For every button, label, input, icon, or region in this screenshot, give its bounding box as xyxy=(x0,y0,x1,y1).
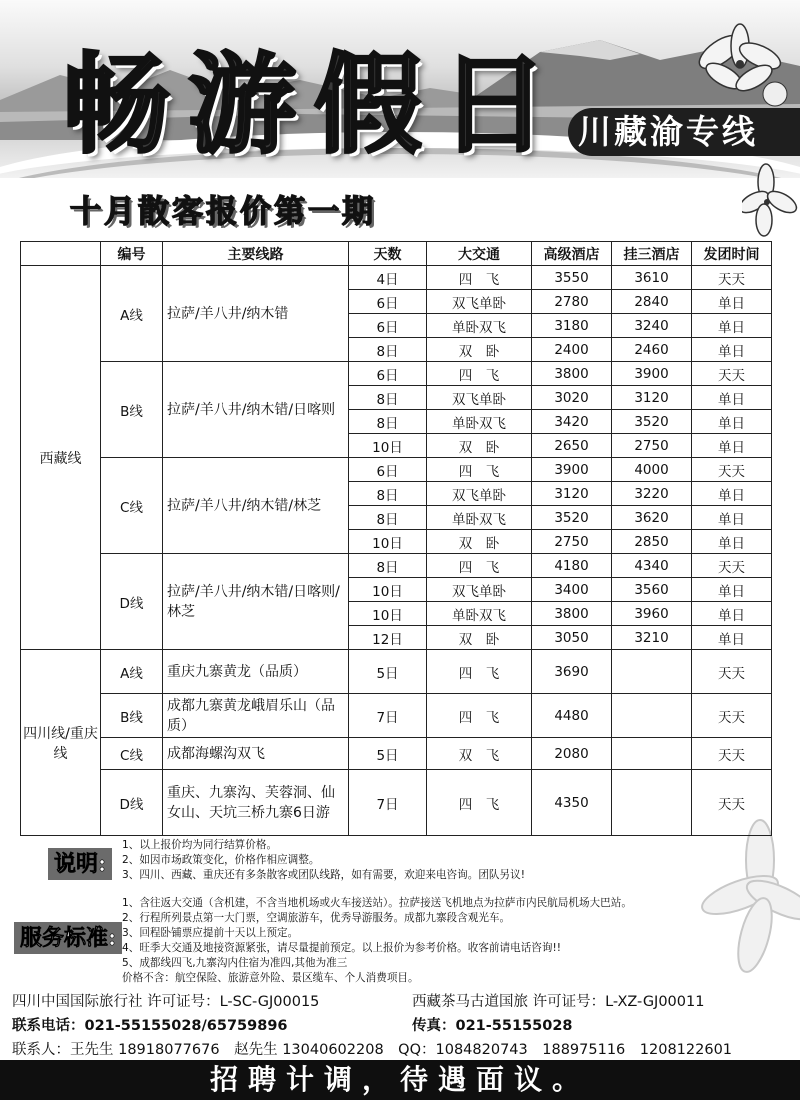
departure-cell: 单日 xyxy=(692,578,772,602)
days-cell: 6日 xyxy=(349,458,427,482)
days-cell: 10日 xyxy=(349,578,427,602)
days-cell: 7日 xyxy=(349,694,427,738)
table-header-cell: 天数 xyxy=(349,242,427,266)
agency-license-sichuan: 四川中国国际旅行社 许可证号：L-SC-GJ00015 xyxy=(12,994,320,1010)
premium-hotel-price-cell: 2650 xyxy=(532,434,612,458)
transport-cell: 双 卧 xyxy=(427,434,532,458)
service-item: 5、成都线四飞,九寨沟内住宿为准四,其他为准三 xyxy=(122,957,348,969)
service-item: 4、旺季大交通及地接资源紧张，请尽量提前预定。以上报价为参考价格。收客前请电话咨询!! xyxy=(122,942,561,954)
table-row xyxy=(21,770,772,836)
contact-footer xyxy=(10,990,790,1062)
service-list xyxy=(122,896,632,986)
note-item: 1、以上报价均为同行结算价格。 xyxy=(122,839,278,851)
route-cell: 拉萨/羊八井/纳木错/林芝 xyxy=(163,458,349,554)
contact-persons: 联系人：王先生 18918077676 赵先生 13040602208 QQ：1084820743 188975116 1208122601 xyxy=(12,1042,733,1058)
service-item: 1、含往返大交通（含机建，不含当地机场或火车接送站）。拉萨接送飞机地点为拉萨市内民航局机场大巴站。 xyxy=(122,897,632,909)
three-star-hotel-price-cell: 4000 xyxy=(612,458,692,482)
transport-cell: 单卧双飞 xyxy=(427,410,532,434)
transport-cell: 单卧双飞 xyxy=(427,602,532,626)
three-star-hotel-price-cell xyxy=(612,770,692,836)
three-star-hotel-price-cell: 3220 xyxy=(612,482,692,506)
transport-cell: 四 飞 xyxy=(427,554,532,578)
departure-cell: 单日 xyxy=(692,314,772,338)
three-star-hotel-price-cell: 3520 xyxy=(612,410,692,434)
route-cell: 拉萨/羊八井/纳木错/日喀则 xyxy=(163,362,349,458)
days-cell: 10日 xyxy=(349,602,427,626)
three-star-hotel-price-cell: 3120 xyxy=(612,386,692,410)
table-header-cell: 主要线路 xyxy=(163,242,349,266)
page-title: 畅游假日 xyxy=(62,42,567,168)
transport-cell: 单卧双飞 xyxy=(427,506,532,530)
service-item: 价格不含：航空保险、旅游意外险、景区缆车、个人消费项目。 xyxy=(122,972,419,984)
price-table xyxy=(20,241,772,836)
days-cell: 10日 xyxy=(349,530,427,554)
agency-license-tibet: 西藏茶马古道国旅 许可证号：L-XZ-GJ00011 xyxy=(412,994,705,1010)
three-star-hotel-price-cell: 2850 xyxy=(612,530,692,554)
departure-cell: 天天 xyxy=(692,266,772,290)
notes-label: 说明: xyxy=(48,848,112,880)
days-cell: 6日 xyxy=(349,290,427,314)
route-badge: 川藏渝专线 xyxy=(568,108,800,156)
departure-cell: 单日 xyxy=(692,386,772,410)
departure-cell: 单日 xyxy=(692,602,772,626)
transport-cell: 双飞单卧 xyxy=(427,578,532,602)
table-header-row xyxy=(21,242,772,266)
transport-cell: 单卧双飞 xyxy=(427,314,532,338)
departure-cell: 天天 xyxy=(692,554,772,578)
route-cell: 成都海螺沟双飞 xyxy=(163,738,349,770)
table-header-cell xyxy=(21,242,101,266)
contact-fax: 传真：021-55155028 xyxy=(412,1018,573,1034)
transport-cell: 双飞单卧 xyxy=(427,482,532,506)
days-cell: 8日 xyxy=(349,506,427,530)
departure-cell: 单日 xyxy=(692,506,772,530)
region-cell: 四川线/重庆线 xyxy=(21,650,101,836)
line-code-cell: C线 xyxy=(101,458,163,554)
three-star-hotel-price-cell xyxy=(612,694,692,738)
transport-cell: 双飞单卧 xyxy=(427,290,532,314)
table-header-cell: 大交通 xyxy=(427,242,532,266)
days-cell: 8日 xyxy=(349,410,427,434)
days-cell: 5日 xyxy=(349,650,427,694)
price-list-subtitle: 十月散客报价第一期 xyxy=(70,194,376,230)
route-cell: 重庆、九寨沟、芙蓉洞、仙女山、天坑三桥九寨6日游 xyxy=(163,770,349,836)
line-code-cell: C线 xyxy=(101,738,163,770)
table-body xyxy=(21,266,772,836)
premium-hotel-price-cell: 2780 xyxy=(532,290,612,314)
note-item: 3、四川、西藏、重庆还有多条散客或团队线路，如有需要，欢迎来电咨询。团队另议! xyxy=(122,869,525,881)
days-cell: 8日 xyxy=(349,482,427,506)
service-item: 2、行程所列景点第一大门票，空调旅游车，优秀导游服务。成都九寨段含观光车。 xyxy=(122,912,511,924)
premium-hotel-price-cell: 3520 xyxy=(532,506,612,530)
premium-hotel-price-cell: 3690 xyxy=(532,650,612,694)
premium-hotel-price-cell: 3020 xyxy=(532,386,612,410)
line-code-cell: D线 xyxy=(101,554,163,650)
premium-hotel-price-cell: 4180 xyxy=(532,554,612,578)
days-cell: 8日 xyxy=(349,386,427,410)
departure-cell: 单日 xyxy=(692,290,772,314)
premium-hotel-price-cell: 3800 xyxy=(532,362,612,386)
service-label: 服务标准: xyxy=(14,922,122,954)
three-star-hotel-price-cell: 3620 xyxy=(612,506,692,530)
table-row xyxy=(21,554,772,578)
days-cell: 5日 xyxy=(349,738,427,770)
three-star-hotel-price-cell xyxy=(612,650,692,694)
days-cell: 12日 xyxy=(349,626,427,650)
table-row xyxy=(21,650,772,694)
premium-hotel-price-cell: 4350 xyxy=(532,770,612,836)
table-row xyxy=(21,362,772,386)
premium-hotel-price-cell: 3120 xyxy=(532,482,612,506)
region-cell: 西藏线 xyxy=(21,266,101,650)
table-row xyxy=(21,694,772,738)
departure-cell: 单日 xyxy=(692,434,772,458)
three-star-hotel-price-cell: 2750 xyxy=(612,434,692,458)
transport-cell: 四 飞 xyxy=(427,650,532,694)
three-star-hotel-price-cell: 3560 xyxy=(612,578,692,602)
transport-cell: 四 飞 xyxy=(427,770,532,836)
departure-cell: 天天 xyxy=(692,738,772,770)
lily-flower-icon xyxy=(690,22,790,112)
lily-flower-icon xyxy=(742,162,800,242)
transport-cell: 四 飞 xyxy=(427,694,532,738)
three-star-hotel-price-cell: 3210 xyxy=(612,626,692,650)
table-row xyxy=(21,738,772,770)
departure-cell: 天天 xyxy=(692,458,772,482)
three-star-hotel-price-cell: 3960 xyxy=(612,602,692,626)
transport-cell: 双 卧 xyxy=(427,626,532,650)
days-cell: 6日 xyxy=(349,362,427,386)
service-item: 3、回程卧铺票应提前十天以上预定。 xyxy=(122,927,299,939)
transport-cell: 四 飞 xyxy=(427,362,532,386)
transport-cell: 双 卧 xyxy=(427,530,532,554)
table-header-cell: 挂三酒店 xyxy=(612,242,692,266)
route-cell: 拉萨/羊八井/纳木错 xyxy=(163,266,349,362)
departure-cell: 单日 xyxy=(692,626,772,650)
departure-cell: 单日 xyxy=(692,530,772,554)
departure-cell: 天天 xyxy=(692,770,772,836)
route-cell: 重庆九寨黄龙（品质） xyxy=(163,650,349,694)
table-row xyxy=(21,266,772,290)
departure-cell: 天天 xyxy=(692,362,772,386)
days-cell: 4日 xyxy=(349,266,427,290)
three-star-hotel-price-cell: 2460 xyxy=(612,338,692,362)
transport-cell: 四 飞 xyxy=(427,458,532,482)
premium-hotel-price-cell: 3400 xyxy=(532,578,612,602)
premium-hotel-price-cell: 2080 xyxy=(532,738,612,770)
table-header-cell: 发团时间 xyxy=(692,242,772,266)
premium-hotel-price-cell: 4480 xyxy=(532,694,612,738)
header-banner xyxy=(0,0,800,178)
table-header-cell: 编号 xyxy=(101,242,163,266)
days-cell: 10日 xyxy=(349,434,427,458)
departure-cell: 天天 xyxy=(692,694,772,738)
departure-cell: 单日 xyxy=(692,482,772,506)
transport-cell: 双飞单卧 xyxy=(427,386,532,410)
premium-hotel-price-cell: 3900 xyxy=(532,458,612,482)
days-cell: 6日 xyxy=(349,314,427,338)
days-cell: 7日 xyxy=(349,770,427,836)
premium-hotel-price-cell: 3550 xyxy=(532,266,612,290)
transport-cell: 双 卧 xyxy=(427,338,532,362)
table-header-cell: 高级酒店 xyxy=(532,242,612,266)
line-code-cell: B线 xyxy=(101,694,163,738)
line-code-cell: A线 xyxy=(101,266,163,362)
premium-hotel-price-cell: 3800 xyxy=(532,602,612,626)
transport-cell: 四 飞 xyxy=(427,266,532,290)
transport-cell: 双 飞 xyxy=(427,738,532,770)
table-row xyxy=(21,458,772,482)
departure-cell: 天天 xyxy=(692,650,772,694)
three-star-hotel-price-cell: 2840 xyxy=(612,290,692,314)
contact-phone: 联系电话：021-55155028/65759896 xyxy=(12,1018,288,1034)
days-cell: 8日 xyxy=(349,554,427,578)
premium-hotel-price-cell: 3180 xyxy=(532,314,612,338)
notes-list xyxy=(122,838,525,883)
note-item: 2、如因市场政策变化，价格作相应调整。 xyxy=(122,854,320,866)
departure-cell: 单日 xyxy=(692,338,772,362)
line-code-cell: B线 xyxy=(101,362,163,458)
premium-hotel-price-cell: 2400 xyxy=(532,338,612,362)
three-star-hotel-price-cell: 3610 xyxy=(612,266,692,290)
route-cell: 拉萨/羊八井/纳木错/日喀则/林芝 xyxy=(163,554,349,650)
premium-hotel-price-cell: 3420 xyxy=(532,410,612,434)
line-code-cell: A线 xyxy=(101,650,163,694)
route-cell: 成都九寨黄龙峨眉乐山（品质） xyxy=(163,694,349,738)
recruitment-banner: 招聘计调，待遇面议。 xyxy=(0,1060,800,1100)
departure-cell: 单日 xyxy=(692,410,772,434)
three-star-hotel-price-cell: 3900 xyxy=(612,362,692,386)
days-cell: 8日 xyxy=(349,338,427,362)
three-star-hotel-price-cell: 3240 xyxy=(612,314,692,338)
three-star-hotel-price-cell: 4340 xyxy=(612,554,692,578)
premium-hotel-price-cell: 3050 xyxy=(532,626,612,650)
line-code-cell: D线 xyxy=(101,770,163,836)
premium-hotel-price-cell: 2750 xyxy=(532,530,612,554)
three-star-hotel-price-cell xyxy=(612,738,692,770)
